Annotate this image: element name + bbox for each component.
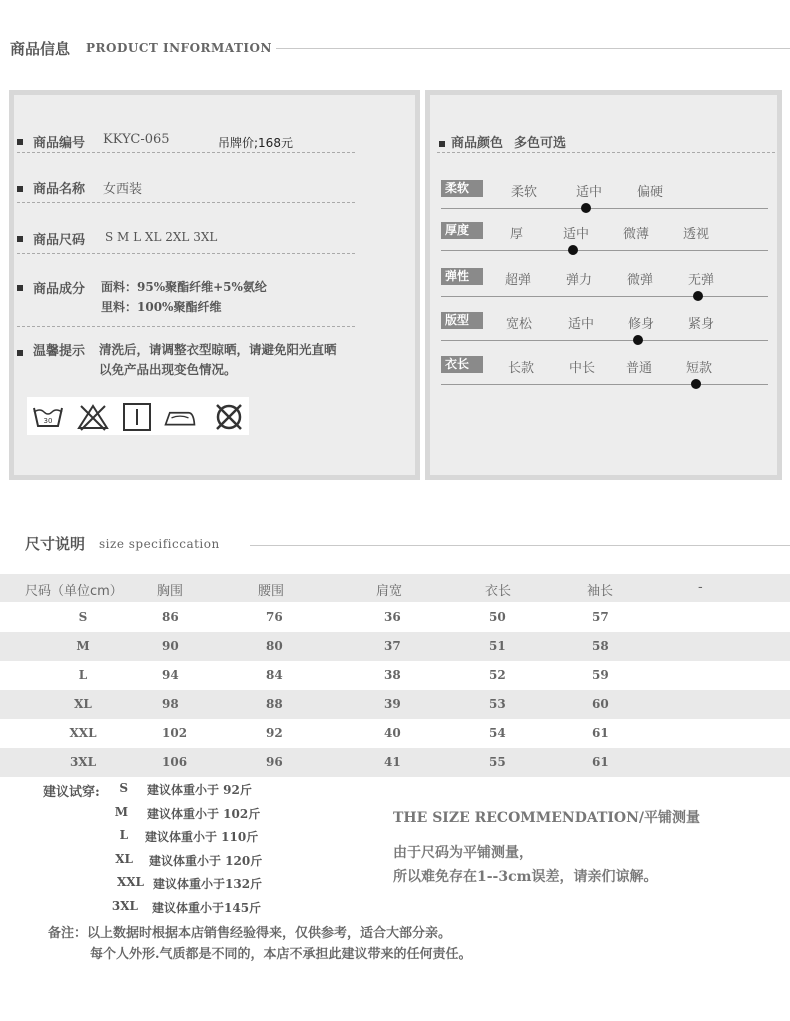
attribute-option: 无弹	[688, 273, 715, 288]
remark-line1: 备注：以上数据时根据本店销售经验得来，仅供参考，适合大部分亲。	[48, 926, 452, 941]
measure-cell: 88	[266, 697, 283, 711]
attribute-option: 紧身	[688, 317, 715, 332]
attribute-option: 微薄	[623, 227, 650, 242]
care-tip-line1: 清洗后，请调整衣型晾晒，请避免阳光直晒	[99, 342, 337, 357]
measure-cell: 84	[266, 668, 283, 682]
care-tip-line2: 以免产品出现变色情况。	[99, 362, 237, 377]
header-waist: 腰围	[258, 584, 285, 599]
tag-price: 吊牌价;168元	[218, 136, 293, 150]
attribute-option: 超弹	[505, 273, 532, 288]
no-dry-clean-icon	[212, 400, 246, 434]
header-sleeve: 袖长	[587, 584, 614, 599]
header-chest: 胸围	[157, 584, 184, 599]
recommend-weight: 建议体重小于 102斤	[147, 806, 261, 821]
bullet-icon	[17, 350, 23, 356]
divider	[17, 152, 355, 153]
attribute-option: 修身	[628, 317, 655, 332]
header-size: 尺码（单位cm）	[25, 584, 123, 599]
bullet-icon	[17, 139, 23, 145]
size-section-subtitle: size specificcation	[99, 537, 220, 551]
selected-marker	[693, 291, 703, 301]
measure-cell: 52	[489, 668, 506, 682]
measure-cell: 55	[489, 755, 506, 769]
attribute-option: 透视	[683, 227, 710, 242]
attribute-scale-line	[441, 340, 768, 341]
divider	[17, 326, 355, 327]
measure-cell: 76	[266, 610, 283, 624]
product-section-title: 商品信息	[10, 40, 71, 58]
bullet-icon	[17, 236, 23, 242]
attribute-option: 厚	[510, 227, 524, 242]
recommend-weight: 建议体重小于132斤	[153, 877, 263, 891]
measure-cell: 98	[162, 697, 179, 711]
recommend-size: M	[114, 804, 128, 819]
measure-cell: 53	[489, 697, 506, 711]
fabric-composition: 面料：95%聚酯纤维+5%氨纶	[101, 280, 267, 294]
measure-cell: 92	[266, 726, 283, 740]
wash-temp: 30	[43, 417, 53, 425]
measure-title: THE SIZE RECOMMENDATION/平铺测量	[393, 810, 701, 826]
measure-cell: 39	[384, 697, 401, 711]
measure-cell: 57	[592, 610, 609, 624]
product-section-subtitle: PRODUCT INFORMATION	[86, 41, 272, 55]
bullet-icon	[439, 141, 445, 147]
recommend-weight: 建议体重小于145斤	[152, 900, 262, 915]
measure-cell: 61	[592, 755, 609, 769]
attribute-tag: 衣长	[441, 356, 483, 373]
attribute-option: 适中	[576, 185, 603, 200]
attribute-option: 柔软	[511, 185, 538, 200]
divider	[17, 253, 355, 254]
measure-cell: 90	[162, 639, 179, 653]
recommend-label: 建议试穿:	[43, 785, 100, 800]
bullet-icon	[17, 285, 23, 291]
attribute-option: 适中	[568, 317, 595, 332]
recommend-weight: 建议体重小于 92斤	[147, 783, 252, 797]
name-label: 商品名称	[33, 182, 86, 197]
size-cell: XL	[74, 697, 92, 711]
measure-cell: 59	[592, 668, 609, 682]
color-label: 商品颜色	[451, 136, 504, 151]
selected-marker	[691, 379, 701, 389]
section-divider	[276, 48, 790, 49]
measure-cell: 58	[592, 639, 609, 653]
attribute-scale-line	[441, 384, 768, 385]
tip-label: 温馨提示	[33, 344, 86, 359]
iron-icon	[163, 400, 197, 434]
tumble-dry-icon	[120, 400, 154, 434]
wash-30-icon	[31, 400, 65, 434]
header-length: 衣长	[485, 584, 512, 599]
attribute-option: 普通	[626, 361, 653, 376]
recommend-size: L	[119, 828, 128, 842]
attribute-tag: 厚度	[441, 222, 483, 239]
measure-cell: 106	[162, 755, 188, 769]
selected-marker	[581, 203, 591, 213]
attribute-option: 宽松	[506, 317, 533, 332]
size-section-title: 尺寸说明	[25, 535, 86, 553]
remark-line2: 每个人外形.气质都是不同的，本店不承担此建议带来的任何责任。	[90, 947, 472, 962]
measure-cell: 60	[592, 697, 609, 711]
measure-line1: 由于尺码为平铺测量，	[393, 845, 533, 861]
measure-cell: 37	[384, 639, 401, 653]
attribute-option: 中长	[569, 361, 596, 376]
attribute-scale-line	[441, 208, 768, 209]
selected-marker	[568, 245, 578, 255]
attribute-option: 弹力	[566, 273, 593, 288]
divider	[17, 202, 355, 203]
size-cell: 3XL	[69, 755, 97, 769]
header-shoulder: 肩宽	[376, 584, 403, 599]
composition-label: 商品成分	[33, 282, 86, 297]
name-value: 女西装	[103, 182, 143, 197]
measure-cell: 80	[266, 639, 283, 653]
color-value: 多色可选	[514, 136, 567, 151]
recommend-size: S	[119, 781, 128, 795]
selected-marker	[633, 335, 643, 345]
recommend-weight: 建议体重小于 120斤	[149, 853, 263, 868]
section-divider	[250, 545, 790, 546]
measure-cell: 102	[162, 726, 188, 740]
size-cell: L	[78, 668, 88, 682]
recommend-size: 3XL	[111, 898, 138, 913]
attribute-scale-line	[441, 250, 768, 251]
size-cell: S	[78, 610, 88, 624]
measure-line2: 所以难免存在1--3cm误差，请亲们谅解。	[393, 869, 658, 885]
code-label: 商品编号	[33, 136, 86, 151]
code-value: KKYC-065	[103, 132, 170, 147]
attribute-option: 偏硬	[637, 185, 664, 200]
recommend-weight: 建议体重小于 110斤	[145, 830, 259, 844]
measure-cell: 61	[592, 726, 609, 740]
recommend-size: XXL	[116, 875, 144, 889]
divider	[437, 152, 775, 153]
recommend-size: XL	[115, 851, 133, 866]
size-value: S M L XL 2XL 3XL	[105, 230, 218, 244]
attribute-option: 短款	[686, 361, 713, 376]
size-cell: M	[76, 639, 90, 653]
attribute-tag: 弹性	[441, 268, 483, 285]
bullet-icon	[17, 186, 23, 192]
measure-cell: 36	[384, 610, 401, 624]
attribute-option: 适中	[563, 227, 590, 242]
measure-cell: 50	[489, 610, 506, 624]
size-label: 商品尺码	[33, 233, 86, 248]
measure-cell: 96	[266, 755, 283, 769]
attribute-tag: 版型	[441, 312, 483, 329]
measure-cell: 51	[489, 639, 506, 653]
size-cell: XXL	[69, 726, 97, 740]
no-bleach-icon	[76, 400, 110, 434]
measure-cell: 41	[384, 755, 401, 769]
header-extra: -	[698, 580, 703, 595]
measure-cell: 94	[162, 668, 179, 682]
measure-cell: 86	[162, 610, 179, 624]
attribute-scale-line	[441, 296, 768, 297]
attribute-option: 微弹	[627, 273, 654, 288]
measure-cell: 54	[489, 726, 506, 740]
measure-cell: 40	[384, 726, 401, 740]
measure-cell: 38	[384, 668, 401, 682]
attribute-option: 长款	[508, 361, 535, 376]
lining-composition: 里料：100%聚酯纤维	[101, 300, 222, 314]
attribute-tag: 柔软	[441, 180, 483, 197]
